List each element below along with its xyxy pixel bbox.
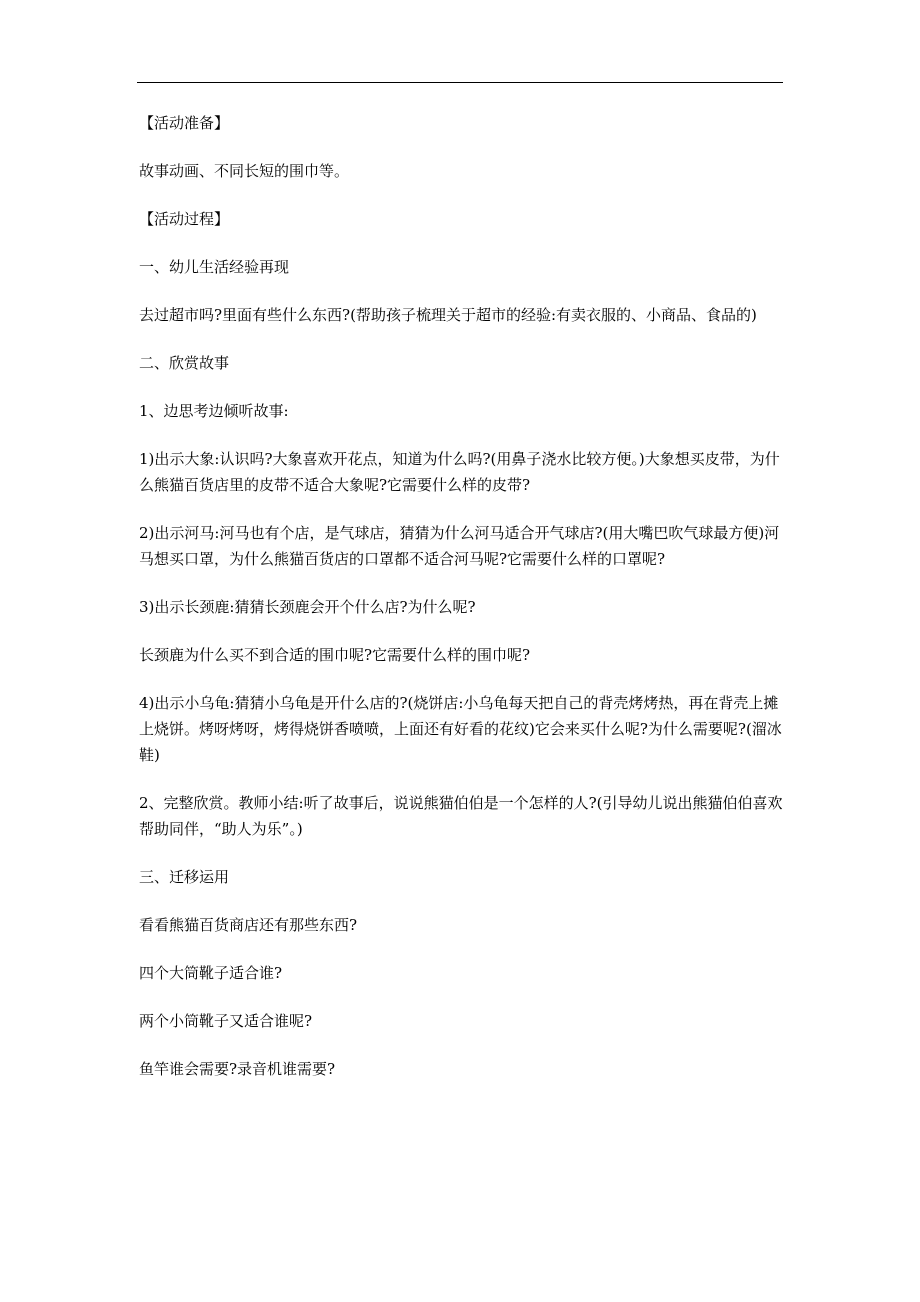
step-heading-1: 一、幼儿生活经验再现 [139, 258, 290, 276]
question-big-boots: 四个大筒靴子适合谁? [139, 964, 283, 982]
question-store-items: 看看熊猫百货商店还有那些东西? [139, 916, 358, 934]
substep-listen: 1、边思考边倾听故事: [139, 402, 289, 420]
paragraph-supermarket: 去过超市吗?里面有些什么东西?(帮助孩子梳理关于超市的经验:有卖衣服的、小商品、食品的) [139, 306, 757, 324]
document-body [139, 110, 784, 1104]
paragraph-summary: 2、完整欣赏。教师小结:听了故事后，说说熊猫伯伯是一个怎样的人?(引导幼儿说出熊猫伯伯喜欢帮助同伴，“助人为乐”。) [139, 794, 783, 838]
preparation-text: 故事动画、不同长短的围巾等。 [139, 162, 350, 180]
header-rule [137, 82, 783, 83]
question-small-boots: 两个小筒靴子又适合谁呢? [139, 1012, 313, 1030]
paragraph-turtle: 4)出示小乌龟:猜猜小乌龟是开什么店的?(烧饼店:小乌龟每天把自己的背壳烤烤热，再在背壳上摊上烧饼。烤呀烤呀，烤得烧饼香喷喷，上面还有好看的花纹)它会来买什么呢?为什么需要呢?(溜冰鞋) [139, 694, 782, 764]
step-heading-3: 三、迁移运用 [139, 868, 230, 886]
paragraph-giraffe: 3)出示长颈鹿:猜猜长颈鹿会开个什么店?为什么呢? [139, 598, 476, 616]
paragraph-giraffe-scarf: 长颈鹿为什么买不到合适的围巾呢?它需要什么样的围巾呢? [139, 646, 531, 664]
question-fishing-rod: 鱼竿谁会需要?录音机谁需要? [139, 1060, 336, 1078]
section-heading-process: 【活动过程】 [139, 210, 230, 228]
paragraph-elephant: 1)出示大象:认识吗?大象喜欢开花点，知道为什么吗?(用鼻子浇水比较方便。)大象想买皮带，为什么熊猫百货店里的皮带不适合大象呢?它需要什么样的皮带? [139, 450, 780, 494]
paragraph-hippo: 2)出示河马:河马也有个店，是气球店，猜猜为什么河马适合开气球店?(用大嘴巴吹气球最方便)河马想买口罩，为什么熊猫百货店的口罩都不适合河马呢?它需要什么样的口罩呢? [139, 524, 780, 568]
step-heading-2: 二、欣赏故事 [139, 354, 230, 372]
section-heading-preparation: 【活动准备】 [139, 114, 230, 132]
